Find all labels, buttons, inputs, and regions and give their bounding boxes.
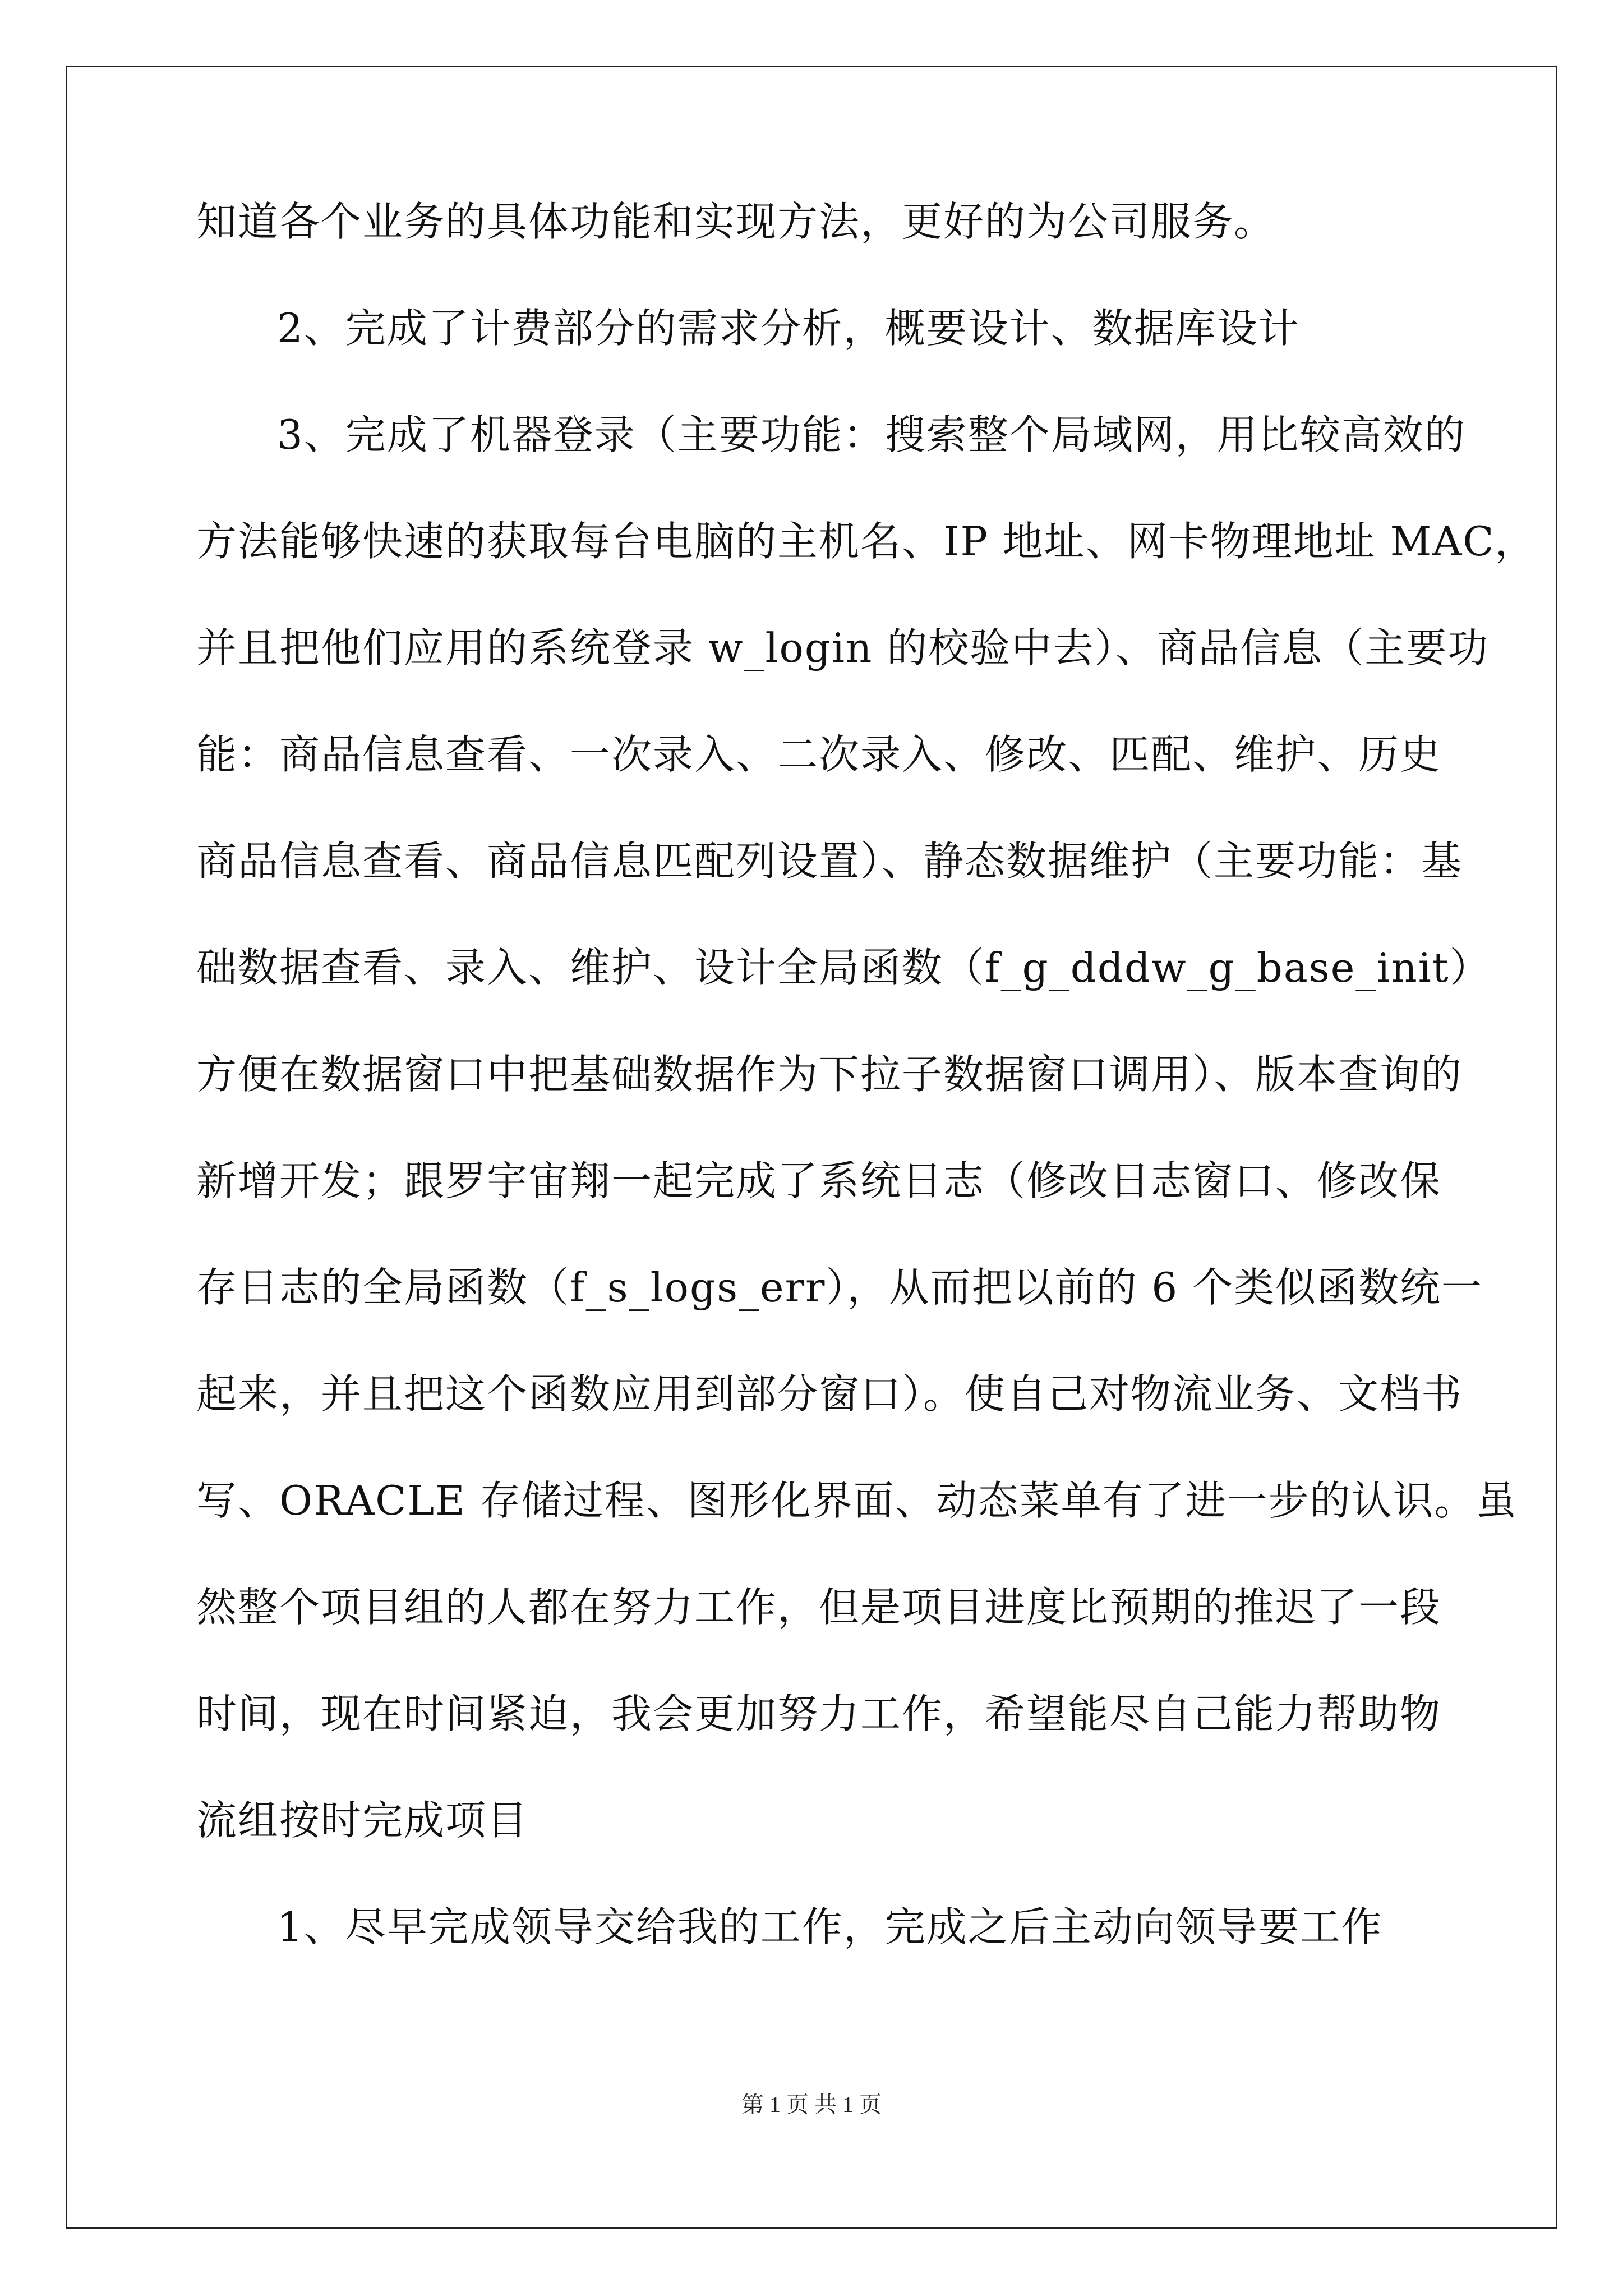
- paragraph-4-line-1: 1、尽早完成领导交给我的工作，完成之后主动向领导要工作: [277, 1903, 1383, 1950]
- page-number-footer: 第 1 页 共 1 页: [741, 2092, 882, 2117]
- paragraph-3-line-11: 写、ORACLE 存储过程、图形化界面、动态菜单有了进一步的认识。虽: [196, 1477, 1518, 1524]
- document-body: [196, 168, 1537, 1980]
- paragraph-3-line-9: 存日志的全局函数（f_s_logs_err），从而把以前的 6 个类似函数统一: [196, 1264, 1483, 1311]
- paragraph-3-line-10: 起来，并且把这个函数应用到部分窗口）。使自己对物流业务、文档书: [196, 1370, 1463, 1418]
- paragraph-2-line-1: 2、完成了计费部分的需求分析，概要设计、数据库设计: [277, 305, 1300, 352]
- paragraph-3-line-13: 时间，现在时间紧迫，我会更加努力工作，希望能尽自己能力帮助物: [196, 1690, 1442, 1737]
- paragraph-3-line-6: 础数据查看、录入、维护、设计全局函数（f_g_dddw_g_base_init）: [196, 944, 1491, 991]
- paragraph-3-line-12: 然整个项目组的人都在努力工作，但是项目进度比预期的推迟了一段: [196, 1584, 1442, 1631]
- paragraph-3-line-1: 3、完成了机器登录（主要功能：搜索整个局域网，用比较高效的: [277, 411, 1466, 458]
- paragraph-3-line-14: 流组按时完成项目: [196, 1797, 529, 1844]
- paragraph-1-line-1: 知道各个业务的具体功能和实现方法，更好的为公司服务。: [196, 198, 1276, 245]
- paragraph-3-line-7: 方便在数据窗口中把基础数据作为下拉子数据窗口调用）、版本查询的: [196, 1051, 1463, 1098]
- paragraph-3-line-3: 并且把他们应用的系统登录 w_login 的校验中去）、商品信息（主要功: [196, 624, 1490, 671]
- paragraph-3-line-5: 商品信息查看、商品信息匹配列设置）、静态数据维护（主要功能：基: [196, 838, 1463, 885]
- paragraph-3-line-4: 能：商品信息查看、一次录入、二次录入、修改、匹配、维护、历史: [196, 731, 1442, 778]
- paragraph-3-line-2: 方法能够快速的获取每台电脑的主机名、IP 地址、网卡物理地址 MAC，: [196, 518, 1537, 565]
- paragraph-3-line-8: 新增开发；跟罗宇宙翔一起完成了系统日志（修改日志窗口、修改保: [196, 1157, 1442, 1204]
